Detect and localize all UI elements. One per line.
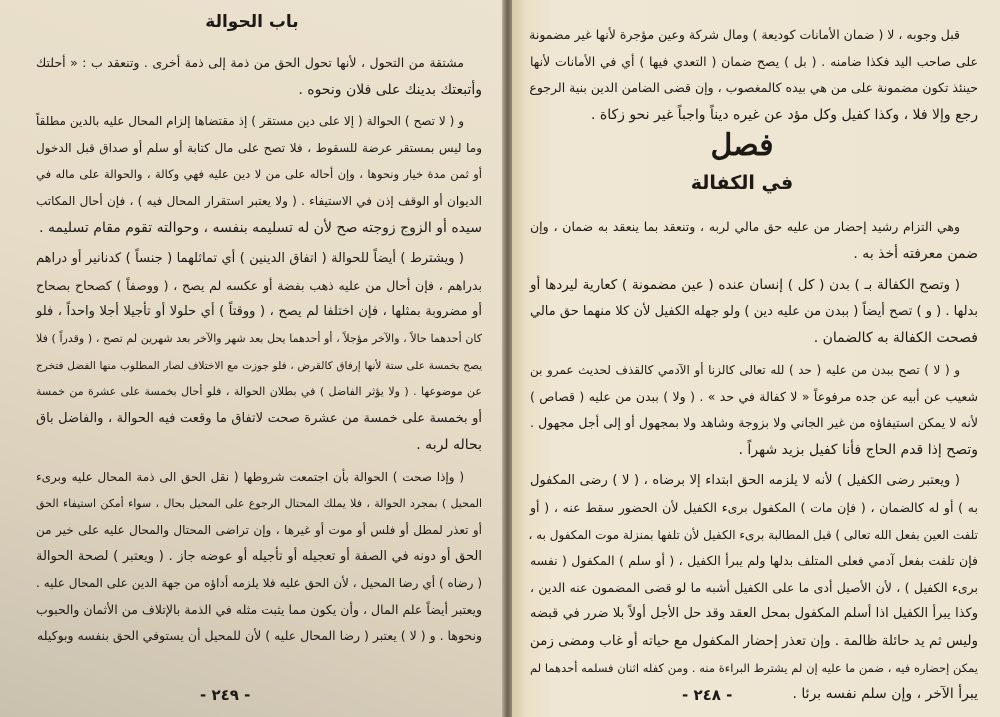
- text-line: يمكن إحضاره فيه ، ضمن ما عليه إن لم يشترط البراءة منه . ومن كفله اثنان فسلمه أحدهما لم: [530, 660, 978, 675]
- text-line: فإن تلفت بفعل آدمي فعلى المتلف بدلها ولم يبرأ الكفيل ، ( أو سلم ) المكفول ( نفسه: [530, 553, 978, 569]
- text-line: فصحت الكفالة به كالضمان .: [813, 330, 978, 347]
- text-line: وهي التزام رشيد إحضار من عليه حق مالي لربه ، وتنعقد بما ينعقد به ضمان ، وإن: [530, 219, 960, 234]
- text-line: و ( لا تصح ) الحوالة ( إلا على دين مستقر ) إذ مقتضاها إلزام المحال عليه بالدين مطلقاً: [36, 114, 464, 129]
- page-number-left: - ٢٤٩ -: [200, 686, 251, 704]
- text-line: ويعتبر أيضاً علم المال ، وأن يكون مما يثبت مثله في الذمة بالإتلاف من الأثمان والحبوب: [36, 601, 482, 617]
- text-line: وكذا يبرأ الكفيل اذا أسلم المكفول بمحل العقد وقد حل الأجل أولاً بلا ضرر في قبضه: [530, 606, 978, 622]
- text-line: وتصح إذا قدم الحاج فأنا كفيل بزيد شهراً .: [738, 441, 978, 458]
- paragraph: [530, 468, 978, 707]
- text-line: حينئذ تكون مضمونة على من هي بيده كالمغصوب ، وإن قضى الضامن الدين بنية الرجوع: [529, 80, 978, 96]
- text-line: بدراهم ، فإن أحال من عليه ذهب بفضة أو عكسه لم يصح ، ( ووصفاً ) كصحاح بصحاح: [36, 277, 482, 293]
- text-line: شعيب عن أبيه عن جده مرفوعاً « لا كفالة في حد » . ( ولا ) ببدن من عليه ( قصاص ): [530, 388, 978, 404]
- right-page-body-top: [530, 22, 978, 133]
- paragraph: [530, 272, 978, 352]
- text-line: على صاحب اليد فكذا ضامنه . ( بل ) يصح ضمان ( التعدي فيها ) أي في الأمانات لأنها: [530, 53, 978, 69]
- text-line: يصح بخمسة على ستة لأنها إرفاق كالقرض ، فلو جوزت مع الاختلاف لصار المطلوب منها الفضل فتخرج: [36, 359, 482, 372]
- right-page-body: [530, 214, 978, 713]
- text-line: ضمن معرفته أخذ به .: [853, 245, 978, 262]
- text-line: أو تعذر لمطل أو فلس أو موت أو غيرها ، وإن تراضى المحتال والمحال عليه على خير من: [36, 523, 482, 538]
- text-line: به ) أو له كالضمان ، ( فإن مات ) المكفول برىء الكفيل لأن الحضور سقط عنه ، ( أو: [530, 499, 978, 515]
- text-line: عن موضوعها . ( ولا يؤثر الفاضل ) في بطلان الحوالة ، فلو أحال بخمسة على عشرة من خمسة: [36, 385, 482, 399]
- paragraph: [36, 464, 482, 650]
- paragraph: [530, 22, 978, 128]
- text-line: قبل وجوبه ، لا ( ضمان الأمانات كوديعة ) ومال شركة وعين مؤجرة لأنها غير مضمونة: [529, 27, 960, 42]
- paragraph: [36, 108, 482, 241]
- text-line: وليس ثم يد حائلة ظالمة . وإن تعذر إحضار المكفول مع حياته أو غاب ومضى زمن: [529, 632, 978, 649]
- text-line: برىء الكفيل ) ، لأن الأصيل أدى ما على الكفيل أشبه ما لو قضى المضمون عنه الدين ،: [530, 579, 978, 595]
- text-line: الديوان أو الوقف إذن في الاستيفاء . ( ولا يعتبر استقرار المحال فيه ) ، فإن أحال المكاتب: [36, 193, 482, 208]
- paragraph: [530, 357, 978, 463]
- text-line: ( رضاه ) أي رضا المحيل ، لأن الحق عليه فلا يلزمه أداؤه من جهة الدين على المحال عليه .: [36, 576, 482, 591]
- text-line: سيده أو الزوج زوجته صح لأن له تسليمه بنفسه ، وحوالته تقوم مقام تسليمه .: [39, 219, 482, 236]
- text-line: أو مضروبة بمثلها ، فإن اختلفا لم يصح ، ( ووقتاً ) أي حلولا أو تأجيلا أجلا واحداً ، فلو: [36, 304, 482, 320]
- text-line: أو بخمسة على خمسة من عشرة صحت لاتفاق ما وقعت فيه الحوالة ، والفاضل باق: [36, 410, 482, 426]
- right-page: [512, 0, 1000, 717]
- text-line: رجع وإلا فلا ، وكذا كفيل وكل مؤد عن غيره ديناً واجباً غير نحو زكاة .: [591, 106, 978, 123]
- paragraph: [530, 214, 978, 267]
- paragraph: [36, 50, 482, 103]
- text-line: يبرأ الآخر ، وإن سلم نفسه برئا .: [792, 686, 978, 703]
- section-subheading: في الكفالة: [690, 172, 794, 194]
- text-line: وما ليس بمستقر عرضة للسقوط ، فلا تصح على مال كتابة أو سلم أو صداق قبل الدخول: [36, 140, 482, 155]
- text-line: تلفت العين بفعل الله تعالى ) قبل المطالبة برىء الكفيل لأن تلفها بمنزلة موت المكفول به ،: [528, 527, 978, 542]
- text-line: لأنه لا يمكن استيفاؤه من غير الجاني ولا بزوجة وشاهد ولا بمجهول أو إلى أجل مجهول .: [530, 415, 978, 431]
- text-line: وأتبعتك بدينك على فلان ونحوه .: [298, 81, 482, 98]
- text-line: ونحوها . و ( لا ) يعتبر ( رضا المحال عليه ) لأن للمحيل أن يستوفي الحق بنفسه وبوكيله: [37, 628, 482, 644]
- text-line: ( وتصح الكفالة بـ ) بدن ( كل ) إنسان عنده ( عين مضمونة ) كعارية ليردها أو: [530, 277, 960, 294]
- text-line: أو ثمن مدة خيار ونحوها ، وإن أحاله على من لا دين عليه فهي وكالة ، والحوالة على ماله في: [36, 167, 482, 182]
- text-line: ( ويعتبر رضى الكفيل ) لأنه لا يلزمه الحق ابتداء إلا برضاه ، ( لا ) رضى المكفول: [530, 473, 960, 489]
- left-page-body: [36, 50, 482, 655]
- text-line: المحيل ) بمجرد الحوالة ، فلا يملك المحتال الرجوع على المحيل بحال ، سواء أمكن استيفاء الحق: [36, 496, 482, 510]
- chapter-title: باب الحوالة: [205, 12, 299, 32]
- page-number-right: - ٢٤٨ -: [682, 686, 733, 704]
- text-line: و ( لا ) تصح ببدن من عليه ( حد ) لله تعالى كالزنا أو الآدمي كالقذف لحديث عمرو بن: [530, 362, 960, 377]
- text-line: مشتقة من التحول ، لأنها تحول الحق من ذمة إلى ذمة أخرى . وتنعقد ب : « أحلتك: [36, 55, 464, 70]
- text-line: بحاله لربه .: [416, 437, 482, 454]
- text-line: الحق أو دونه في الصفة أو تعجيله أو تأجيله أو عوضه جاز . ( ويعتبر ) لصحة الحوالة: [36, 548, 482, 564]
- text-line: كان أحدهما حالاً ، والآخر مؤجلاً ، أو أحدهما يحل بعد شهر والآخر بعد شهرين لم تصح ، ( وقدراً ) فلا: [36, 331, 482, 345]
- text-line: ( ويشترط ) أيضاً للحوالة ( اتفاق الدينين ) أي تماثلهما ( جنساً ) كدنانير أو دراهم: [36, 251, 464, 267]
- paragraph: [36, 246, 482, 459]
- text-line: ( وإذا صحت ) الحوالة بأن اجتمعت شروطها ( نقل الحق الى ذمة المحال عليه وبرىء: [36, 469, 464, 484]
- text-line: بدلها . ( و ) تصح أيضاً ( ببدن من عليه دين ) ولو جهله الكفيل لأن كلا منهما حق مالي: [530, 303, 978, 319]
- section-heading: فصل: [710, 128, 774, 163]
